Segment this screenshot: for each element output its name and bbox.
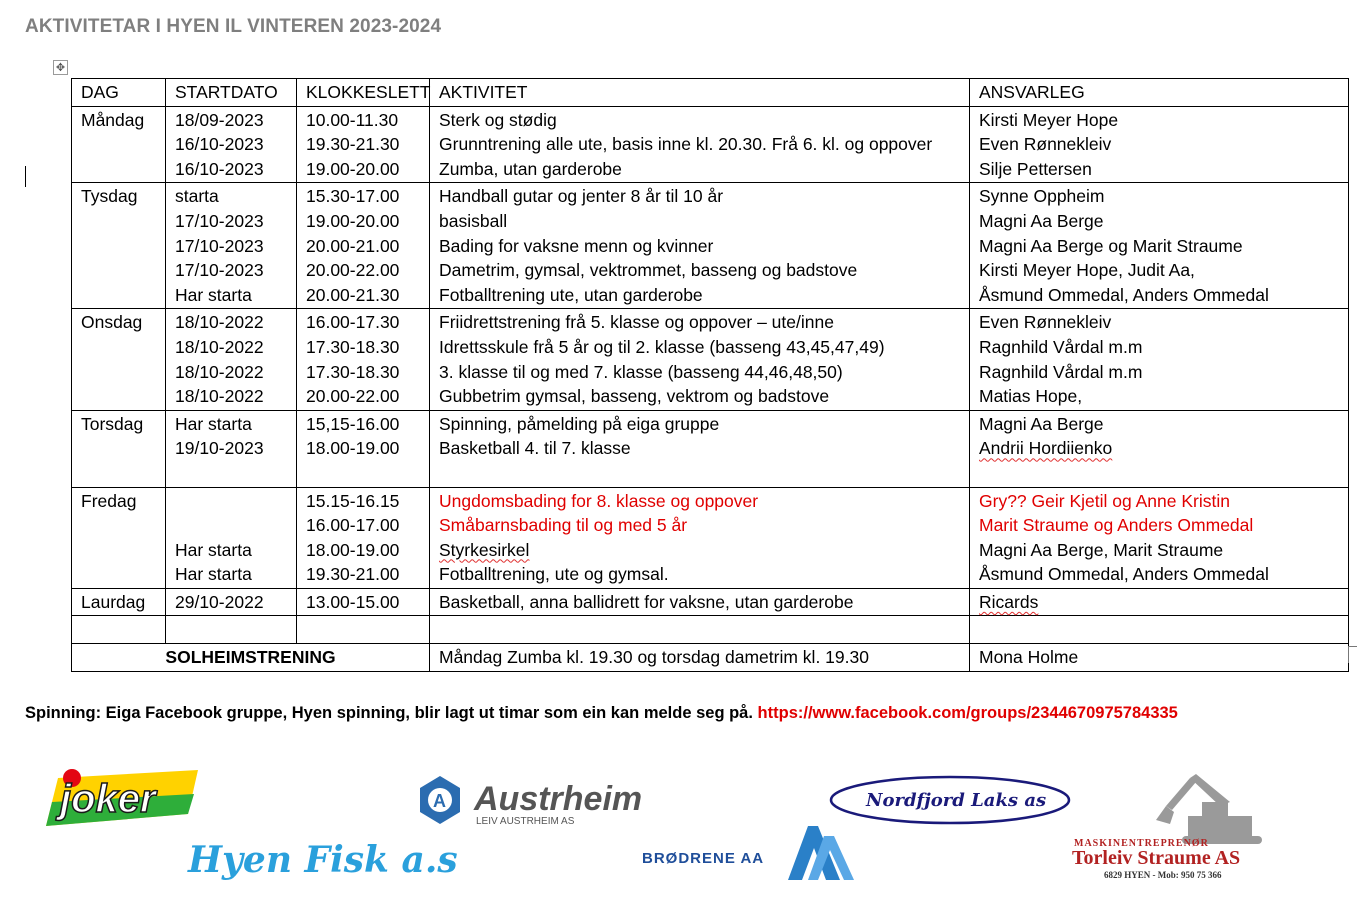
text-cursor bbox=[25, 166, 26, 187]
activity: Basketball 4. til 7. klasse bbox=[439, 438, 631, 459]
time-slot: 20.00-21.30 bbox=[306, 284, 400, 305]
activity: Sterk og stødig bbox=[439, 109, 557, 130]
column-header-dag: DAG bbox=[81, 82, 119, 102]
responsible: Ragnhild Vårdal m.m bbox=[979, 361, 1143, 382]
responsible: Åsmund Ommedal, Anders Ommedal bbox=[979, 284, 1269, 305]
time-slot: 20.00-22.00 bbox=[306, 260, 400, 281]
responsible bbox=[979, 436, 1339, 461]
responsible-highlight: Gry?? Geir Kjetil og Anne Kristin bbox=[979, 490, 1230, 511]
brodrene-aa-logo bbox=[640, 822, 860, 884]
table-row-empty bbox=[72, 616, 1349, 644]
responsible: Even Rønnekleiv bbox=[979, 312, 1112, 333]
activity: Fotballtrening ute, utan garderobe bbox=[439, 284, 703, 305]
start-date: 16/10-2023 bbox=[175, 134, 264, 155]
start-date: starta bbox=[175, 186, 219, 207]
activity-text: Styrkesirkel bbox=[439, 539, 530, 560]
responsible: Synne Oppheim bbox=[979, 186, 1105, 207]
activity-highlight: Ungdomsbading for 8. klasse og oppover bbox=[439, 490, 759, 511]
time-slot: 18.00-19.00 bbox=[306, 438, 400, 459]
responsible: Magni Aa Berge bbox=[979, 413, 1104, 434]
activity-highlight: Småbarnsbading til og med 5 år bbox=[439, 515, 688, 536]
column-header-startdato: STARTDATO bbox=[175, 82, 278, 102]
activity: Basketball, anna ballidrett for vaksne, utan garderobe bbox=[439, 591, 854, 612]
time-slot: 19.00-20.00 bbox=[306, 210, 400, 231]
austrheim-logo-subtitle: LEIV AUSTRHEIM AS bbox=[476, 816, 575, 827]
responsible-highlight: Marit Straume og Anders Ommedal bbox=[979, 515, 1254, 536]
activity: Spinning, påmelding på eiga gruppe bbox=[439, 413, 720, 434]
table-row-torsdag bbox=[72, 410, 1349, 487]
svg-text:A: A bbox=[433, 791, 446, 811]
table-resize-handle[interactable] bbox=[1348, 646, 1357, 663]
day-label: Torsdag bbox=[81, 413, 144, 434]
day-label: Tysdag bbox=[81, 186, 138, 207]
table-row-laurdag bbox=[72, 588, 1349, 616]
hyen-fisk-logo-text: Hyen Fisk a.s bbox=[188, 839, 458, 881]
day-label: Laurdag bbox=[81, 591, 146, 612]
activity: Fotballtrening, ute og gymsal. bbox=[439, 564, 669, 585]
responsible: Matias Hope, bbox=[979, 386, 1083, 407]
joker-logo bbox=[42, 766, 198, 834]
column-header-klokkeslett: KLOKKESLETT bbox=[306, 82, 431, 102]
start-date: 18/10-2022 bbox=[175, 386, 264, 407]
time-slot: 19.00-20.00 bbox=[306, 158, 400, 179]
day-label: Onsdag bbox=[81, 312, 143, 333]
responsible: Mona Holme bbox=[979, 647, 1079, 668]
page-title: AKTIVITETAR I HYEN IL VINTEREN 2023-2024 bbox=[25, 16, 442, 37]
responsible: Kirsti Meyer Hope bbox=[979, 109, 1119, 130]
spinning-note-text: Spinning: Eiga Facebook gruppe, Hyen spinning, blir lagt ut timar som ein kan melde seg på. bbox=[25, 704, 753, 722]
spinning-note bbox=[25, 704, 1178, 723]
column-header-ansvarleg: ANSVARLEG bbox=[979, 82, 1085, 102]
responsible: Magni Aa Berge, Marit Straume bbox=[979, 539, 1224, 560]
time-slot: 19.30-21.30 bbox=[306, 134, 400, 155]
joker-logo-text: joker bbox=[60, 777, 156, 821]
time-slot: 15.15-16.15 bbox=[306, 490, 400, 511]
time-slot: 16.00-17.00 bbox=[306, 515, 400, 536]
time-slot: 20.00-22.00 bbox=[306, 386, 400, 407]
start-date: 19/10-2023 bbox=[175, 438, 264, 459]
table-row-solheim bbox=[72, 644, 1349, 672]
start-date: 16/10-2023 bbox=[175, 158, 264, 179]
responsible-name: Andrii Hordiienko bbox=[979, 438, 1113, 459]
activity: Friidrettstrening frå 5. klasse og oppover – ute/inne bbox=[439, 312, 834, 333]
start-date: 29/10-2022 bbox=[175, 591, 264, 612]
torleiv-logo-name: Torleiv Straume AS bbox=[1072, 847, 1241, 869]
start-date: Har starta bbox=[175, 539, 252, 560]
torleiv-straume-logo bbox=[1070, 772, 1294, 886]
table-move-handle-icon[interactable]: ✥ bbox=[53, 60, 68, 75]
start-date: 18/10-2022 bbox=[175, 336, 264, 357]
responsible: Kirsti Meyer Hope, Judit Aa, bbox=[979, 260, 1195, 281]
start-date: Har starta bbox=[175, 564, 252, 585]
hyen-fisk-logo bbox=[186, 832, 458, 888]
time-slot: 18.00-19.00 bbox=[306, 539, 400, 560]
time-slot: 15,15-16.00 bbox=[306, 413, 400, 434]
responsible bbox=[979, 590, 1339, 615]
activity: 3. klasse til og med 7. klasse (basseng 44,46,48,50) bbox=[439, 361, 843, 382]
activity bbox=[439, 538, 960, 563]
day-label: Fredag bbox=[81, 490, 137, 511]
start-date: Har starta bbox=[175, 284, 252, 305]
start-date bbox=[175, 489, 287, 514]
activity: Bading for vaksne menn og kvinner bbox=[439, 235, 714, 256]
time-slot: 20.00-21.00 bbox=[306, 235, 400, 256]
torleiv-logo-top: MASKINENTREPRENØR bbox=[1074, 838, 1209, 849]
austrheim-logo bbox=[416, 774, 678, 830]
start-date: 18/10-2022 bbox=[175, 361, 264, 382]
responsible: Åsmund Ommedal, Anders Ommedal bbox=[979, 564, 1269, 585]
activity: Dametrim, gymsal, vektrommet, basseng og badstove bbox=[439, 260, 858, 281]
time-slot: 13.00-15.00 bbox=[306, 591, 400, 612]
activity: Måndag Zumba kl. 19.30 og torsdag dametrim kl. 19.30 bbox=[439, 647, 869, 668]
activity: Idrettsskule frå 5 år og til 2. klasse (basseng 43,45,47,49) bbox=[439, 336, 885, 357]
torleiv-logo-address: 6829 HYEN - Mob: 950 75 366 bbox=[1104, 870, 1222, 880]
responsible: Magni Aa Berge bbox=[979, 210, 1104, 231]
start-date: 17/10-2023 bbox=[175, 260, 264, 281]
table-header-row bbox=[72, 79, 1349, 107]
nordfjord-laks-logo bbox=[828, 774, 1074, 826]
start-date bbox=[175, 513, 287, 538]
activity: Grunntrening alle ute, basis inne kl. 20.30. Frå 6. kl. og oppover bbox=[439, 134, 933, 155]
table-row-fredag bbox=[72, 487, 1349, 588]
facebook-link[interactable]: https://www.facebook.com/groups/2344670975784335 bbox=[757, 704, 1178, 722]
start-date: Har starta bbox=[175, 413, 252, 434]
brodrene-aa-logo-text: BRØDRENE AA bbox=[642, 850, 765, 867]
day-label: Måndag bbox=[81, 109, 145, 130]
time-slot: 17.30-18.30 bbox=[306, 361, 400, 382]
nordfjord-laks-logo-text: Nordfjord Laks as bbox=[866, 790, 1047, 811]
start-date: 17/10-2023 bbox=[175, 210, 264, 231]
responsible: Silje Pettersen bbox=[979, 158, 1092, 179]
responsible-name: Ricards bbox=[979, 591, 1039, 612]
column-header-aktivitet: AKTIVITET bbox=[439, 82, 528, 102]
activity: Gubbetrim gymsal, basseng, vektrom og badstove bbox=[439, 386, 830, 407]
schedule-table bbox=[71, 78, 1349, 672]
activity: basisball bbox=[439, 210, 508, 231]
start-date: 17/10-2023 bbox=[175, 235, 264, 256]
activity: Zumba, utan garderobe bbox=[439, 158, 622, 179]
table-row-onsdag bbox=[72, 309, 1349, 410]
responsible: Magni Aa Berge og Marit Straume bbox=[979, 235, 1243, 256]
activity: Handball gutar og jenter 8 år til 10 år bbox=[439, 186, 724, 207]
time-slot: 15.30-17.00 bbox=[306, 186, 400, 207]
time-slot: 10.00-11.30 bbox=[306, 109, 399, 130]
solheim-label: SOLHEIMSTRENING bbox=[165, 647, 336, 668]
responsible: Ragnhild Vårdal m.m bbox=[979, 336, 1143, 357]
table-row-tysdag bbox=[72, 183, 1349, 309]
time-slot: 16.00-17.30 bbox=[306, 312, 400, 333]
table-row-mandag bbox=[72, 106, 1349, 183]
austrheim-logo-text: Austrheim bbox=[474, 780, 643, 818]
responsible: Even Rønnekleiv bbox=[979, 134, 1112, 155]
start-date: 18/09-2023 bbox=[175, 109, 264, 130]
time-slot: 19.30-21.00 bbox=[306, 564, 400, 585]
start-date: 18/10-2022 bbox=[175, 312, 264, 333]
time-slot: 17.30-18.30 bbox=[306, 336, 400, 357]
